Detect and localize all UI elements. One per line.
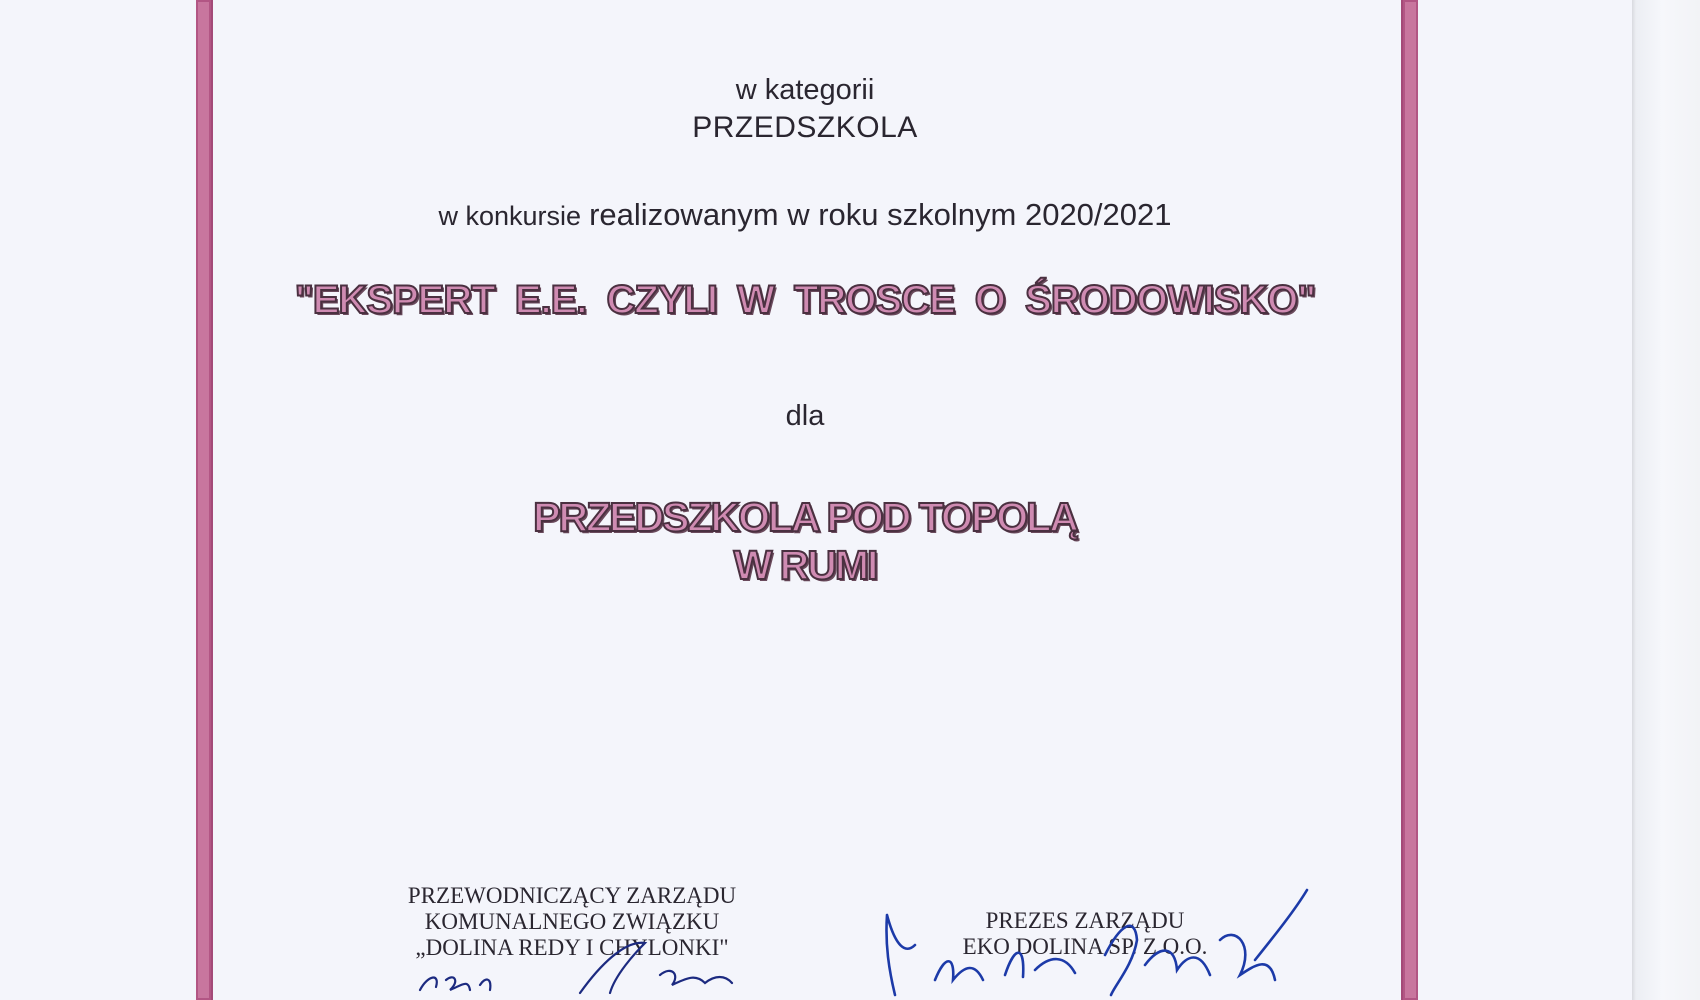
school-name: PRZEDSZKOLA POD TOPOLĄ [533, 494, 1077, 540]
contest-prefix: w konkursie [438, 201, 582, 231]
contest-title: "EKSPERT E.E. CZYLI W TROSCE O ŚRODOWISKO" [294, 278, 1316, 322]
category-value: PRZEDSZKOLA [692, 111, 918, 144]
for-label: dla [785, 400, 825, 432]
left-signatory-line1: PRZEWODNICZĄCY ZARZĄDU [407, 883, 737, 908]
frame-right-border [1403, 0, 1418, 1000]
page-edge-shadow [1632, 0, 1700, 1000]
category-label: w kategorii [735, 74, 875, 106]
right-signatory-line2: EKO DOLINA SP. Z O.O. [962, 934, 1208, 959]
frame-left-border [196, 0, 211, 1000]
left-signatory-line2: KOMUNALNEGO ZWIĄZKU [424, 909, 720, 934]
contest-line [220, 197, 1390, 233]
right-signatory-line1: PREZES ZARZĄDU [985, 908, 1185, 933]
contest-suffix: realizowanym w roku szkolnym 2020/2021 [589, 197, 1172, 232]
left-signatory-line3: „DOLINA REDY I CHYLONKI" [415, 935, 729, 960]
left-signatory [382, 883, 762, 961]
frame-left-inner-line [211, 0, 213, 1000]
school-city: W RUMI [733, 542, 877, 588]
frame-right-inner-line [1401, 0, 1403, 1000]
right-signatory [920, 908, 1250, 960]
